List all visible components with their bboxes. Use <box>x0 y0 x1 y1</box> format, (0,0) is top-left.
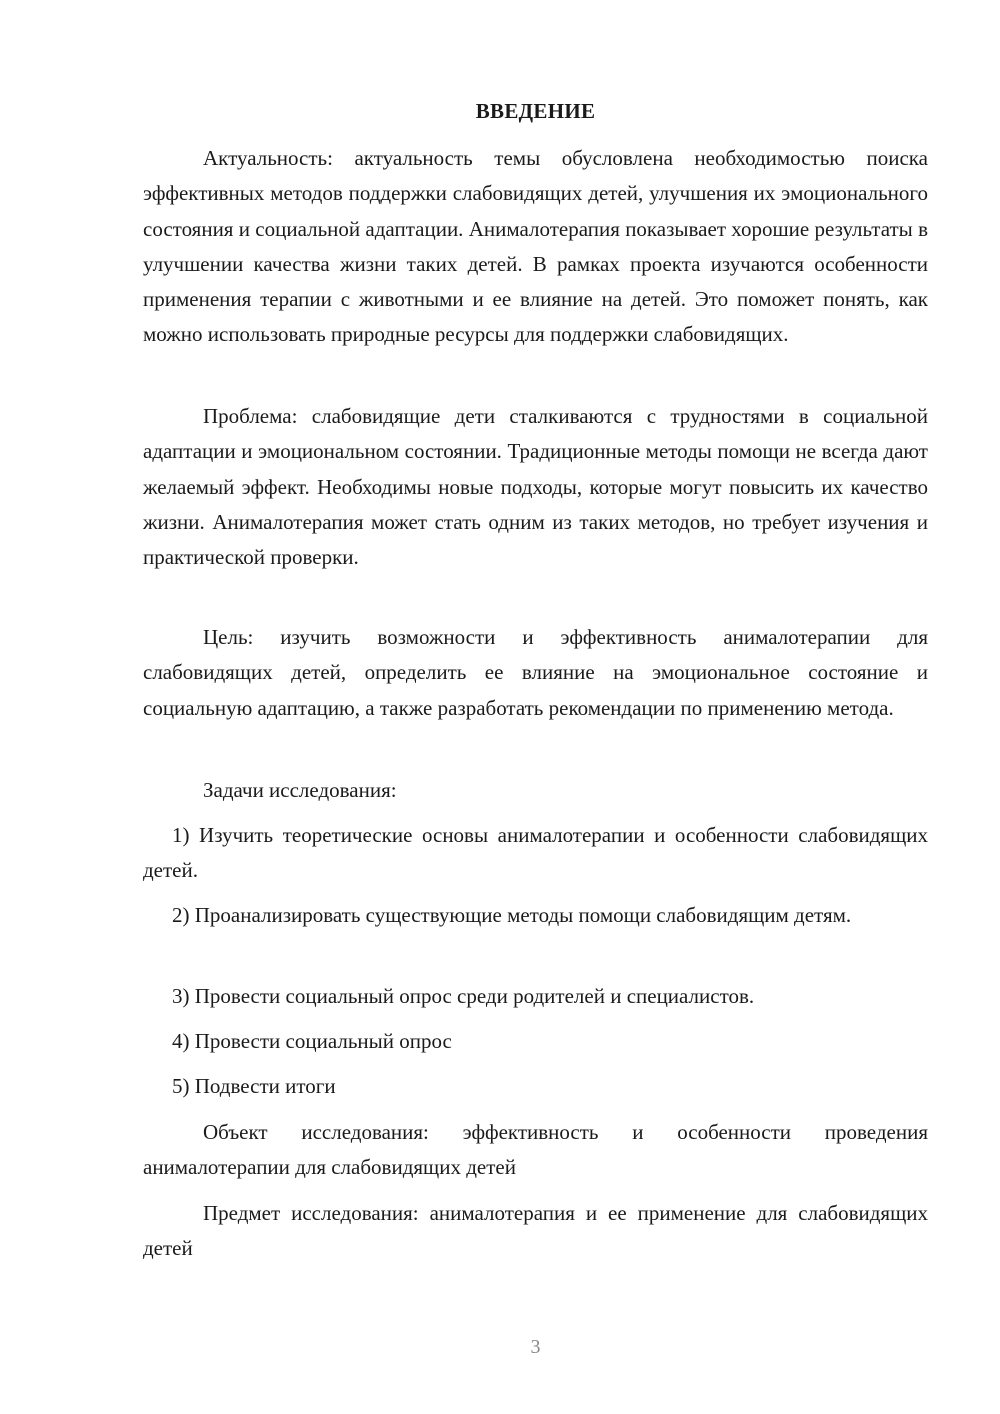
problem-paragraph: Проблема: слабовидящие дети сталкиваются с трудностями в социальной адаптации и эмоциональном состоянии. Традиционные методы помощи не всегда дают желаемый эффект. Необходимы новые подходы, которые могут повысить их качество жизни. Анималотерапия может стать одним из таких методов, но требует изучения и практической проверки. <box>143 404 928 570</box>
section-title: ВВЕДЕНИЕ <box>475 99 596 123</box>
goal-paragraph: Цель: изучить возможности и эффективность анималотерапии для слабовидящих детей, определить ее влияние на эмоциональное состояние и социальную адаптацию, а также разработать рекомендации по применению метода. <box>143 625 928 720</box>
document-page <box>143 0 928 1414</box>
task-item-3: 3) Провести социальный опрос среди родителей и специалистов. <box>172 984 755 1008</box>
object-paragraph: Объект исследования: эффективность и особенности проведения анималотерапии для слабовидящих детей <box>143 1120 928 1180</box>
task-item-5: 5) Подвести итоги <box>172 1074 336 1098</box>
relevance-paragraph: Актуальность: актуальность темы обусловлена необходимостью поиска эффективных методов поддержки слабовидящих детей, улучшения их эмоционального состояния и социальной адаптации. Анималотерапия показывает хорошие результаты в улучшении качества жизни таких детей. В рамках проекта изучаются особенности применения терапии с животными и ее влияние на детей. Это поможет понять, как можно использовать природные ресурсы для поддержки слабовидящих. <box>143 146 928 347</box>
task-item-1: 1) Изучить теоретические основы анималотерапии и особенности слабовидящих детей. <box>143 823 928 883</box>
page-number: 3 <box>530 1336 541 1358</box>
subject-paragraph: Предмет исследования: анималотерапия и ее применение для слабовидящих детей <box>143 1201 928 1261</box>
task-item-2: 2) Проанализировать существующие методы помощи слабовидящим детям. <box>172 903 852 927</box>
tasks-heading: Задачи исследования: <box>203 778 397 802</box>
task-item-4: 4) Провести социальный опрос <box>172 1029 452 1053</box>
